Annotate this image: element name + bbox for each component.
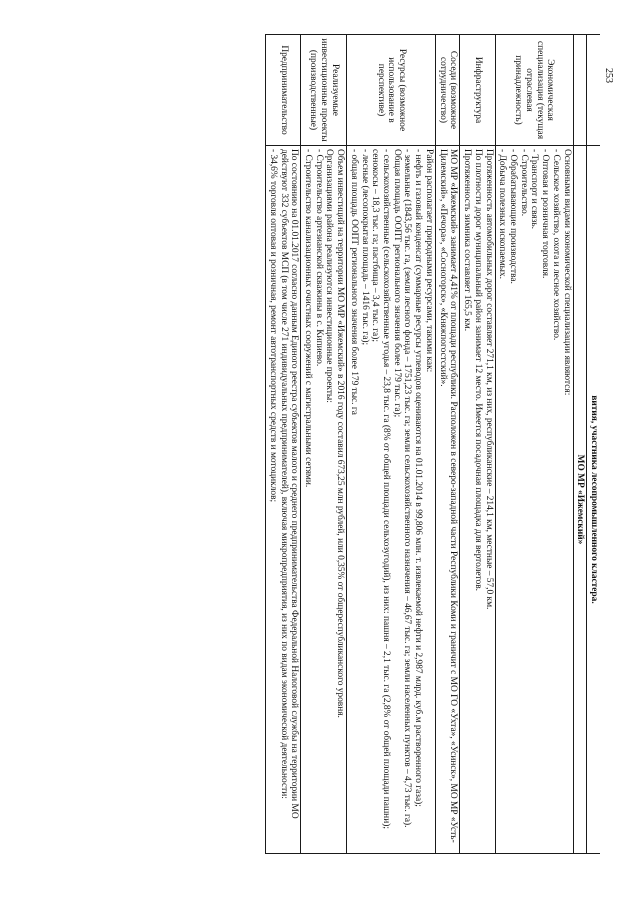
row-content — [460, 146, 495, 854]
row-label: Предпринимательство — [266, 35, 301, 146]
content-line: Протяженность автомобильных дорог составляет 271,1 км, из них, республиканские – 214,1 км, местные – 57,0 км. — [483, 149, 494, 610]
content-line: - Строительство. — [518, 149, 529, 217]
municipality-header-label-cell — [573, 35, 587, 146]
content-line: Объем инвестиций на территории МО МР «Ижемский» в 2016 году составил 673,25 млн рублей, или 0,35% от общереспубликанского уровня. — [335, 149, 346, 718]
table-row-infrastructure — [460, 35, 495, 854]
content-line: Протяженность зимника составляет 165,5 км. — [462, 149, 473, 332]
row-label: Ресурсы (возможное использование в перспективе) — [347, 35, 436, 146]
continuation-row — [587, 35, 600, 854]
row-label: Экономическая специализация (текущая отраслевая принадлежность) — [495, 35, 573, 146]
content-line: - Транспорт и связь. — [529, 149, 540, 230]
content-line: - Строительство канализационных очистных сооружений с магистральными сетями. — [303, 149, 314, 488]
municipality-header: МО МР «Ижемский» — [573, 146, 587, 854]
content-line: Район располагает природными ресурсами, такими как: — [423, 149, 434, 373]
content-line: Организациями района реализуются инвестиционные проекты: — [324, 149, 335, 403]
municipality-profile-table — [265, 34, 600, 854]
table-row-neighbors — [435, 35, 459, 854]
content-line: - сельскохозяйственные (сельскохозяйственные угодья – 23,8 тыс. га (8% от общей площади сельхозугодий), из них: пашня – 2,1 тыс. га (2,8% от общей площади пашни); сенокосы – 18,3 тыс. га; пастбища – 3,4 тыс. га); — [370, 149, 392, 829]
content-line: - Строительство артезианской скважины в с. Кипиево. — [313, 149, 324, 367]
content-line: - лесные (лесопокрытая площадь – 1416 тыс. га); — [359, 149, 370, 346]
row-content — [495, 146, 573, 854]
continuation-header: вития, участника лесопромышленного кластера. — [587, 146, 600, 854]
table-row-entrepreneurship — [266, 35, 301, 854]
continuation-label-cell — [587, 35, 600, 146]
row-label: Соседи (возможное сотрудничество) — [435, 35, 459, 146]
content-line: - 34,6% торговля оптовая и розничная, ремонт автотранспортных средств и мотоциклов; — [267, 149, 278, 503]
content-line: - Обрабатывающие производства. — [507, 149, 518, 284]
content-line: Основными видами экономической специализации являются: — [561, 149, 572, 396]
table-row-investment-projects — [301, 35, 347, 854]
row-content — [301, 146, 347, 854]
row-content — [266, 146, 301, 854]
row-label: Реализуемые инвестиционные проекты (производственные) — [301, 35, 347, 146]
content-line: - земельные (1843,56 тыс. га, (земли лесного фонда – 1751,23 тыс. га; земли сельскохозяйственного назначения – 46,67 тыс. га; земли населенных пунктов – 4,73 тыс. га). Общая площадь ООПТ регионального значения более 179 тыс. га); — [391, 149, 413, 828]
row-content — [347, 146, 436, 854]
content-line: По плотности дорог муниципальный район занимает 12 место. Имеется посадочная площадка для вертолетов. — [472, 149, 483, 591]
row-content — [435, 146, 459, 854]
row-label: Инфраструктура — [460, 35, 495, 146]
content-line: По состоянию на 01.01.2017 согласно данным Единого реестра субъектов малого и среднего предпринимательства Федеральной Налоговой службы на территории МО действуют 332 субъектов МСП (в том числе 271 индивидуальных предпринимателей), включая микропредприятия, из них по видам экономической деятельности: — [278, 149, 300, 819]
municipality-header-row — [573, 35, 587, 854]
table-row-resources — [347, 35, 436, 854]
content-line: - Оптовая и розничная торговля. — [540, 149, 551, 279]
content-line: - Добыча полезных ископаемых. — [497, 149, 508, 279]
table-row-economic-specialization — [495, 35, 573, 854]
rotated-document-table — [92, 34, 600, 854]
page-number: 253 — [603, 68, 614, 83]
content-line: - Сельское хозяйство, охота и лесное хозяйство. — [550, 149, 561, 341]
content-line: - нефть и газовый конденсат (суммарные ресурсы углеводов оцениваются на 01.01.2014 в 99,806 млн. т. извлекаемой нефти и 2,987 млрд. куб.м растворенного газа); — [413, 149, 424, 807]
content-line: - общая площадь ООПТ регионального значения более 179 тыс. га — [348, 149, 359, 415]
content-line: МО МР «Ижемский» занимает 4,41% от площади республики. Расположен в северо-западной части Республики Коми и граничит с МО ГО «Ухта», «Усинск», МО МР «Усть-Цилемский», «Печора», «Сосногорск», «Княжпогостский». — [437, 149, 459, 843]
